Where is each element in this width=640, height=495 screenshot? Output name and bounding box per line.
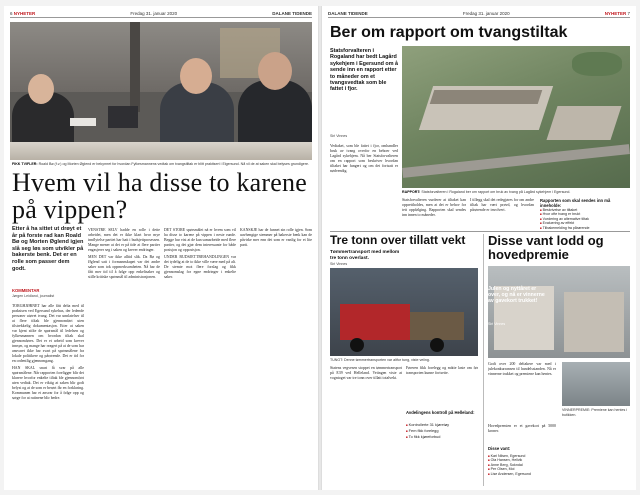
text-column-4: KANSKJE har de funnet sin rolle igjen. Som uavhengige stemmer på bakerste benk kan de påvirke mer enn det som er vanlig for et lite parti. <box>240 228 312 247</box>
column-divider <box>483 234 484 486</box>
truck-photo <box>330 268 478 356</box>
photo-caption <box>12 162 312 167</box>
story3-text-1: Godt over 200 deltakere var med i julekonkurransen til handelsstanden. Nå er vinnerne trukket og premiene kan hentes. <box>488 362 556 376</box>
right-section: NYHETER <box>604 11 627 16</box>
story2-byline: Siri Vinnes <box>330 262 348 266</box>
story3-text-2: Hovedpremien er et gavekort på 5000 kroner. <box>488 424 556 433</box>
right-byline: Siri Vinnes <box>330 134 348 138</box>
right-text-column-3: I tillegg skal det redegjøres for om andre tiltak har vært prøvd, og hvordan pårørende er involvert. <box>470 198 534 212</box>
fact-box <box>540 198 630 230</box>
right-text-column-2: Statsforvalteren vurderer at tiltaket kan opprettholdes, men at det er behov for tett oppfølging. Rapporten skal sendes inn innen to måneder. <box>402 198 466 217</box>
right-page-number: 7 <box>627 11 630 16</box>
left-folio <box>10 9 312 18</box>
story3-byline: Siri Vinnes <box>488 322 506 326</box>
right-ingress: Statsforvalteren i Rogaland har bedt Lagård sykehjem i Egersund om å sende inn en rapport etter to måneder om et tvangsvedtak som ble fattet i fjor. <box>330 48 399 93</box>
left-page <box>4 6 318 490</box>
council-photo <box>10 22 312 160</box>
winners-title: Disse vant: <box>488 446 511 451</box>
fact-box-list: ■ Beskrivelse av tiltaket ■ Hvor ofte tvang er brukt ■ Vurdering av alternative tiltak ■ Evaluering av effekt ■ Tilbakemelding fra pårørende <box>540 208 630 230</box>
text-column-3: DET STORE spørsmålet nå er hvem som vil ha disse to karene på vippen i neste runde. Begge har vist at de kan samarbeide med flere partier, og det gjør dem interessante for både posisjon og opposisjon. UNDER BUDSJETTBEHANDLINGEN var det tydelig at de to ikke ville være med på alt. De stemte mot flere forslag og fikk gjennomslag for egne endringer i enkelte saker. <box>164 228 236 279</box>
photo-caption-text: Roald Bø (f.v.) og Morten Øglend er bekymret for hvordan Fylkesmannens vedtak om tvangstiltak er blitt praktisert i Eigersund. Nå vil de at saken skal belyses grundigere. <box>38 162 309 166</box>
section-rule <box>330 231 630 232</box>
fact-box-title: Rapporten som skal sendes inn må inneholde: <box>540 198 611 208</box>
story3-subhead: Julen og nyttåret er over, og nå er vinnerne av gavekort trukket! <box>488 286 545 305</box>
right-headline: Ber om rapport om tvangstiltak <box>330 24 568 41</box>
right-date: Fredag 31. januar 2020 <box>462 11 510 16</box>
story3-headline: Disse vant lodd og hovedpremie <box>488 233 604 262</box>
text-column-2: VENSTRE SELV hadde en rolle i dette arbeidet, men det er ikke klart hvor mye innflytelse partiet har hatt i budsjettprosessen. Mange mener at det er på tide at flere partier engasjerer seg i saken og krever endringer. MEN DET var ikke alltid slik. Da Bø og Øglend satt i formannskapet var det andre saker som tok oppmerksomheten. Nå har de fått mer tid til å følge opp enkeltsaker og stille kritiske spørsmål til administrasjonen. <box>88 228 160 279</box>
aerial-caption: RAPPORT: Statsforvalteren i Rogaland ber om rapport om bruk av tvang på Lagård sykehjem i Egersund. <box>402 190 571 194</box>
kommentar-kicker: KOMMENTAR <box>12 288 40 293</box>
winners-photo <box>488 266 630 358</box>
story2-text-2: Føreren fikk forelegg og måtte laste om før transporten kunne fortsette. <box>406 366 478 375</box>
right-folio <box>328 9 630 18</box>
left-page-number: 6 <box>10 11 13 16</box>
photo-caption-label: FIKK TVIFLER: <box>12 162 38 166</box>
right-page <box>322 6 636 490</box>
winners-list: ■ Kari Nilsen, Egersund ■ Ola Hansen, Hellvik ■ Anne Berg, Sokndal ■ Per Olsen, Moi ■ Lise Andersen, Egersund <box>488 454 556 476</box>
left-date: Fredag 31. januar 2020 <box>130 11 178 16</box>
story2-headline: Tre tonn over tillatt vekt <box>330 233 466 247</box>
right-publication: DALANE TIDENDE <box>328 11 368 16</box>
story2-text-1: Statens vegvesen stoppet en tømmertransport på E39 ved Helleland. Veiingen viste at vogntoget var tre tonn over tillatt totalvekt. <box>330 366 402 380</box>
winners-mini-caption: VINNERPREMIE: Premiene kan hentes i butikken. <box>562 408 628 417</box>
aerial-photo <box>402 46 630 188</box>
winners-mini-photo <box>562 362 630 406</box>
left-section: NYHETER <box>13 11 36 16</box>
story2-list: ■ Kontrollerte 31 kjøretøy ■ Fem fikk forelegg ■ To fikk kjøreforbud <box>406 422 478 440</box>
right-text-column-1: Vedtaket, som ble fattet i fjor, omhandler bruk av tvang overfor en beboer ved Lagård sykehjem. Nå ber Statsforvalteren om en rapport som beskriver hvordan tiltaket har fungert og om det fortsatt er nødvendig. <box>330 144 398 173</box>
truck-caption: TUNGT: Denne tømmertransporten var altfor tung, viste veiing. <box>330 358 430 362</box>
main-headline: Hvem vil ha disse to karene på vippen? <box>12 168 307 224</box>
story2-list-title: Avdelingens kontroll på Helleland: <box>406 410 475 415</box>
left-publication: DALANE TIDENDE <box>272 11 312 16</box>
text-column-1: TORGHJØRNET har alle fått delta med til praksisen ved Egersund sykehus, der ledende personer utøvet tvang. Det var unnlatelser til at flere tiltak ble gjennomført uten tilstrekkelig dokumentasjon. Etter at saken var kjent stilte de spørsmål til ledelsen og fylkesmannen om hvordan tiltak skal gjennomføres. Det er et arbeid som krever innsyn, og mange har reagert på at de som har ansvaret ikke har svart på spørsmålene fra lokale politikere og pårørende. Det er tid for en ordentlig gjennomgang. HAN SKAL snart få svar på alle spørsmålene. Når rapporten foreligger blir det klarere hvorfor enkelte tiltak ble gjennomført uten vedtak. Det er viktig at saken blir godt belyst og at de som er berørt får en forklaring. Kommunen har et ansvar for å følge opp og sørge for at rutinene blir bedre. <box>12 304 84 400</box>
article-ingress: Etter å ha sittet ut drøyt et år på forste rad kan Roald Bø og Morten Øglend igjen slå seg løs som utvikler på bakerste benk. Det er en rolle som passer dem godt. <box>12 226 84 272</box>
kommentar-byline: Jørgen Leidland, journalist <box>12 294 55 298</box>
story2-subhead: Tømmertransport med mellom tre tonn overlast. <box>330 250 400 261</box>
